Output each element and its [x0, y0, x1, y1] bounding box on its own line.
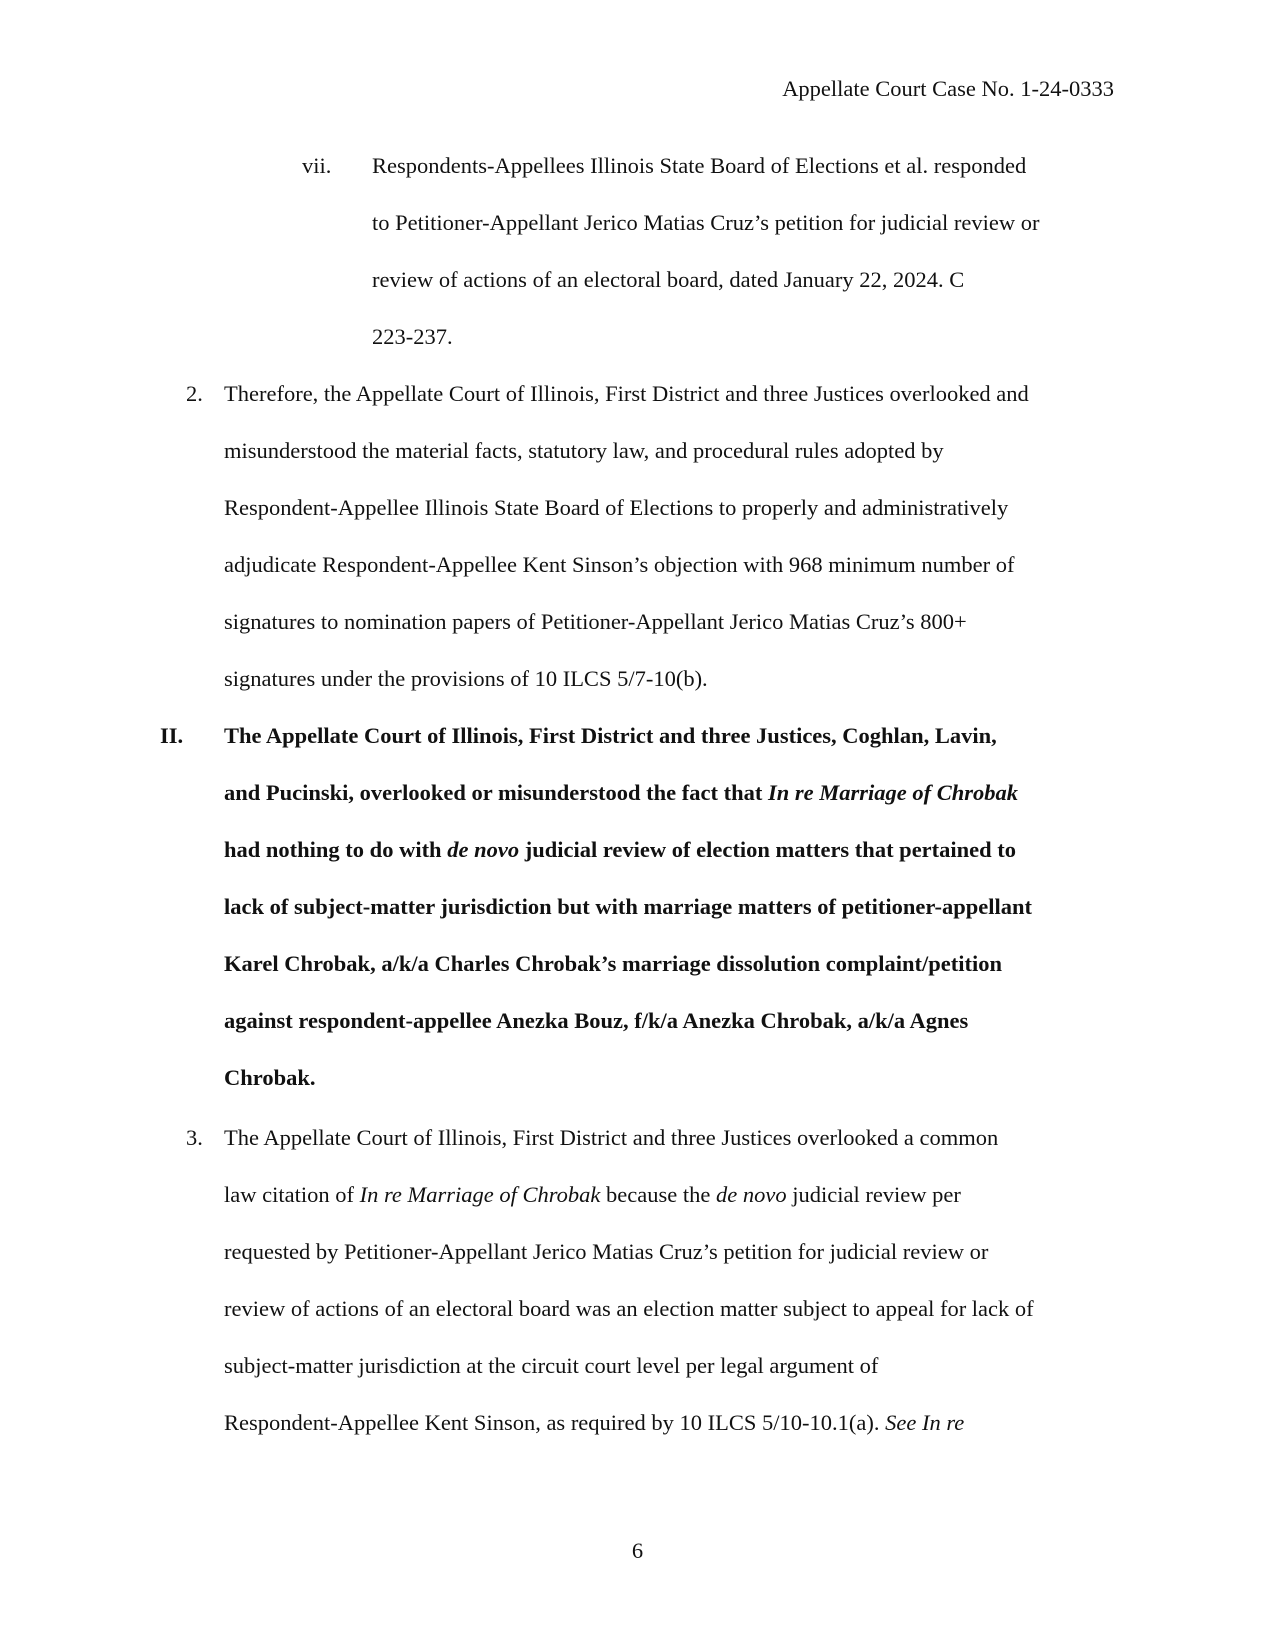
text-run: judicial review of election matters that pertained to [519, 837, 1017, 862]
item-3-text [224, 1109, 1034, 1451]
item-3-marker: 3. [186, 1125, 203, 1150]
text-run: Respondent-Appellee Kent Sinson, as required by 10 ILCS 5/10-10.1(a). [224, 1410, 886, 1435]
text-line: The Appellate Court of Illinois, First District and three Justices, Coghlan, Lavin, [224, 723, 997, 748]
text-line: The Appellate Court of Illinois, First District and three Justices overlooked a common [224, 1125, 999, 1150]
text-line: against respondent-appellee Anezka Bouz, f/k/a Anezka Chrobak, a/k/a Agnes [224, 1008, 969, 1033]
text-line: misunderstood the material facts, statutory law, and procedural rules adopted by [224, 438, 944, 463]
text-line: review of actions of an electoral board was an election matter subject to appeal for lack of [224, 1296, 1034, 1321]
section-ii-heading [224, 707, 1032, 1106]
text-line: Karel Chrobak, a/k/a Charles Chrobak’s marriage dissolution complaint/petition [224, 951, 1002, 976]
text-line: requested by Petitioner-Appellant Jerico Matias Cruz’s petition for judicial review or [224, 1239, 989, 1264]
text-line: Respondent-Appellee Illinois State Board of Elections to properly and administratively [224, 495, 1009, 520]
signal-citation: See In re [885, 1410, 965, 1435]
text-line: signatures under the provisions of 10 ILCS 5/7-10(b). [224, 666, 708, 691]
text-run: had nothing to do with [224, 837, 448, 862]
page-number: 6 [631, 1538, 644, 1563]
text-run: and Pucinski, overlooked or misunderstood the fact that [224, 780, 768, 805]
text-line: adjudicate Respondent-Appellee Kent Sinson’s objection with 968 minimum number of [224, 552, 1015, 577]
latin-term: de novo [447, 837, 520, 862]
text-line: review of actions of an electoral board, dated January 22, 2024. C [372, 267, 965, 292]
text-line: lack of subject-matter jurisdiction but with marriage matters of petitioner-appellant [224, 894, 1032, 919]
text-line [224, 1166, 1034, 1223]
text-run: law citation of [224, 1182, 360, 1207]
text-line [224, 821, 1032, 878]
case-citation: In re Marriage of Chrobak [359, 1182, 601, 1207]
text-line: 223-237. [372, 324, 453, 349]
text-line: Respondents-Appellees Illinois State Board of Elections et al. responded [372, 153, 1027, 178]
case-citation: In re Marriage of Chrobak [768, 780, 1019, 805]
text-run: judicial review per [786, 1182, 961, 1207]
sub-item-vii-marker: vii. [302, 153, 332, 178]
text-line: Therefore, the Appellate Court of Illinois, First District and three Justices overlooked and [224, 381, 1029, 406]
sub-item-vii-text [372, 137, 1040, 365]
text-line: subject-matter jurisdiction at the circuit court level per legal argument of [224, 1353, 879, 1378]
text-line: Chrobak. [224, 1065, 316, 1090]
text-run: because the [600, 1182, 716, 1207]
text-line [224, 1394, 1034, 1451]
latin-term: de novo [715, 1182, 787, 1207]
text-line: signatures to nomination papers of Petitioner-Appellant Jerico Matias Cruz’s 800+ [224, 609, 967, 634]
text-line: to Petitioner-Appellant Jerico Matias Cruz’s petition for judicial review or [372, 210, 1040, 235]
text-line [224, 764, 1032, 821]
item-2-text [224, 365, 1029, 707]
case-number-header: Appellate Court Case No. 1-24-0333 [782, 76, 1114, 101]
section-ii-marker: II. [160, 723, 184, 748]
item-2-marker: 2. [186, 381, 203, 406]
